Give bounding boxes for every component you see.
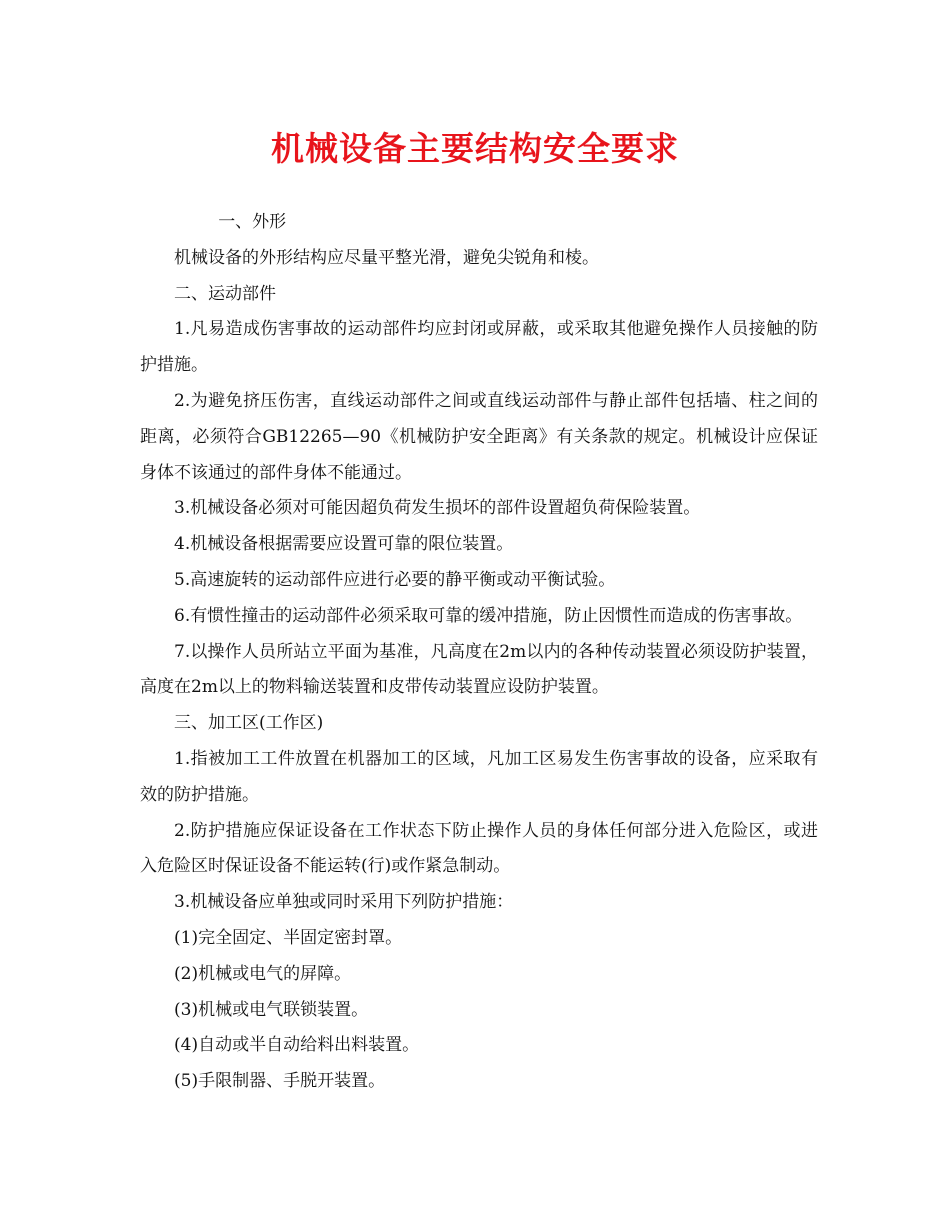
paragraph-moving-parts-2: 2.为避免挤压伤害，直线运动部件之间或直线运动部件与静止部件包括墙、柱之间的距离，必须符合GB12265—90《机械防护安全距离》有关条款的规定。机械设计应保证身体不该通过的部件身体不能通过。 <box>140 390 818 483</box>
section-heading-moving-parts: 二、运动部件 <box>174 283 276 304</box>
list-item-measure-3: (3)机械或电气联锁装置。 <box>174 999 369 1020</box>
section-heading-shape: 一、外形 <box>218 212 287 232</box>
paragraph-work-area-3: 3.机械设备应单独或同时采用下列防护措施： <box>174 892 514 913</box>
list-item-measure-4: (4)自动或半自动给料出料装置。 <box>174 1035 420 1056</box>
list-item-measure-5: (5)手限制器、手脱开装置。 <box>174 1071 386 1092</box>
list-item-measure-2: (2)机械或电气的屏障。 <box>174 963 352 984</box>
section-heading-work-area: 三、加工区(工作区) <box>174 713 324 734</box>
paragraph-moving-parts-4: 4.机械设备根据需要应设置可靠的限位装置。 <box>174 534 514 555</box>
paragraph-moving-parts-3: 3.机械设备必须对可能因超负荷发生损坏的部件设置超负荷保险装置。 <box>174 498 701 519</box>
paragraph-work-area-2: 2.防护措施应保证设备在工作状态下防止操作人员的身体任何部分进入危险区，或进入危险区时保证设备不能运转(行)或作紧急制动。 <box>140 820 818 877</box>
paragraph-moving-parts-1: 1.凡易造成伤害事故的运动部件均应封闭或屏蔽，或采取其他避免操作人员接触的防护措施。 <box>140 319 818 376</box>
paragraph-work-area-1: 1.指被加工工件放置在机器加工的区域，凡加工区易发生伤害事故的设备，应采取有效的防护措施。 <box>140 748 818 805</box>
document-body <box>140 205 818 1100</box>
paragraph-moving-parts-7: 7.以操作人员所站立平面为基准，凡高度在2m以内的各种传动装置必须设防护装置，高度在2m以上的物料输送装置和皮带传动装置应设防护装置。 <box>140 641 818 698</box>
paragraph-moving-parts-6: 6.有惯性撞击的运动部件必须采取可靠的缓冲措施，防止因惯性而造成的伤害事故。 <box>174 605 803 626</box>
paragraph-shape-text: 机械设备的外形结构应尽量平整光滑，避免尖锐角和棱。 <box>174 247 599 268</box>
paragraph-moving-parts-5: 5.高速旋转的运动部件应进行必要的静平衡或动平衡试验。 <box>174 569 616 590</box>
document-title: 机械设备主要结构安全要求 <box>271 129 679 168</box>
list-item-measure-1: (1)完全固定、半固定密封罩。 <box>174 927 403 948</box>
